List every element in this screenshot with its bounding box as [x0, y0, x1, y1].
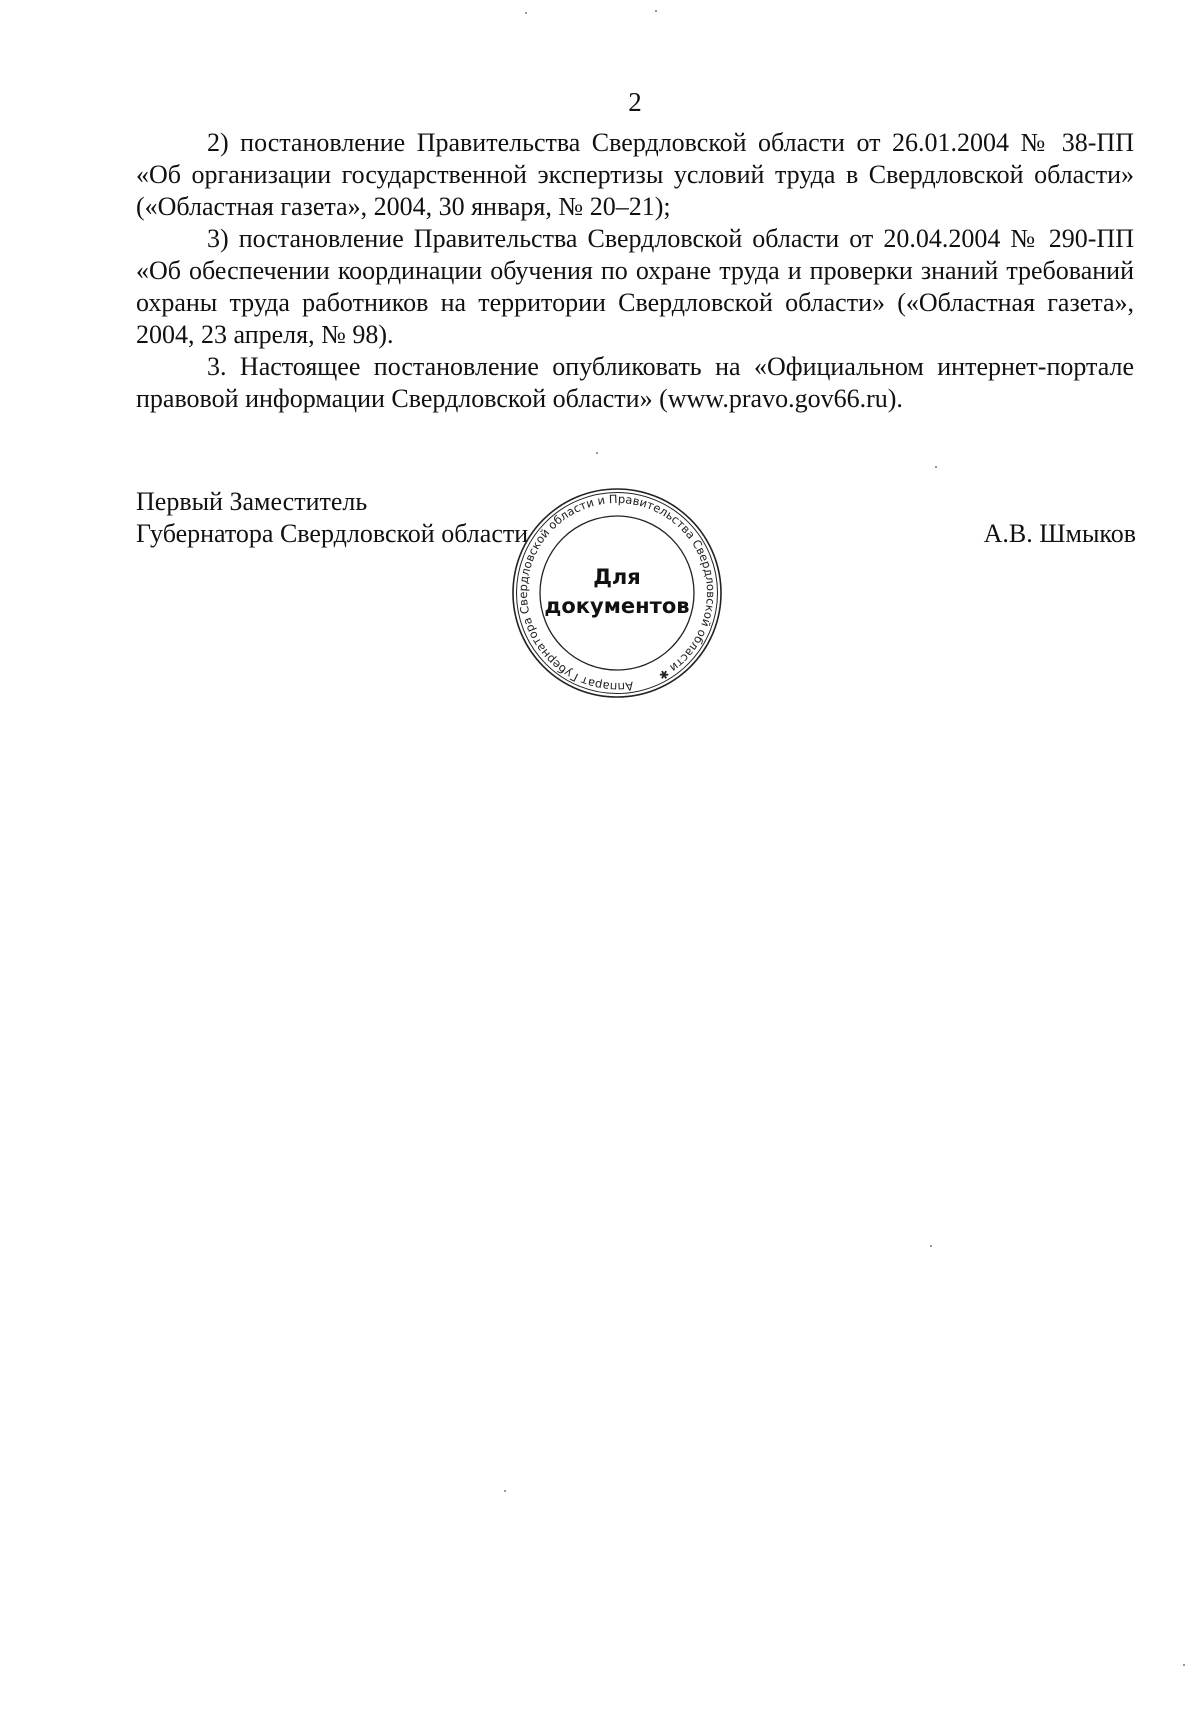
paragraph-publication: 3. Настоящее постановление опубликовать на «Официальном интернет-портале правовой информации Свердловской области» (www.pravo.gov66.ru). [136, 352, 1134, 413]
seal-center-line1: Для [593, 565, 641, 589]
paragraph-item-3: 3) постановление Правительства Свердловской области от 20.04.2004 № 290-ПП «Об обеспечении координации обучения по охране труда и проверки знаний требований охраны труда работников на территории Свердловской области» («Областная газета», 2004, 23 апреля, № 98). [136, 224, 1134, 349]
seal-center-line2: документов [544, 594, 690, 618]
signatory-position [136, 486, 528, 550]
page-number: 2 [628, 87, 642, 117]
signatory-position-line2: Губернатора Свердловской области [136, 519, 529, 548]
scan-speck [930, 1245, 932, 1247]
scan-speck [504, 1490, 506, 1492]
signatory-name: А.В. Шмыков [983, 519, 1136, 548]
scan-speck [1183, 1664, 1185, 1666]
official-seal [510, 486, 724, 700]
scan-speck [655, 10, 657, 12]
seal-graphic [510, 486, 724, 700]
seal-ring-text: Аппарат Губернатора Свердловской области и Правительства Свердловской области ✱ [515, 491, 719, 695]
signatory-position-line1: Первый Заместитель [136, 487, 368, 516]
scan-speck [935, 466, 937, 468]
document-body [136, 127, 1134, 415]
scan-speck [596, 452, 598, 454]
scan-speck [525, 12, 527, 14]
paragraph-item-2: 2) постановление Правительства Свердловской области от 26.01.2004 № 38-ПП «Об организации государственной экспертизы условий труда в Свердловской области» («Областная газета», 2004, 30 января, № 20–21); [136, 128, 1134, 221]
